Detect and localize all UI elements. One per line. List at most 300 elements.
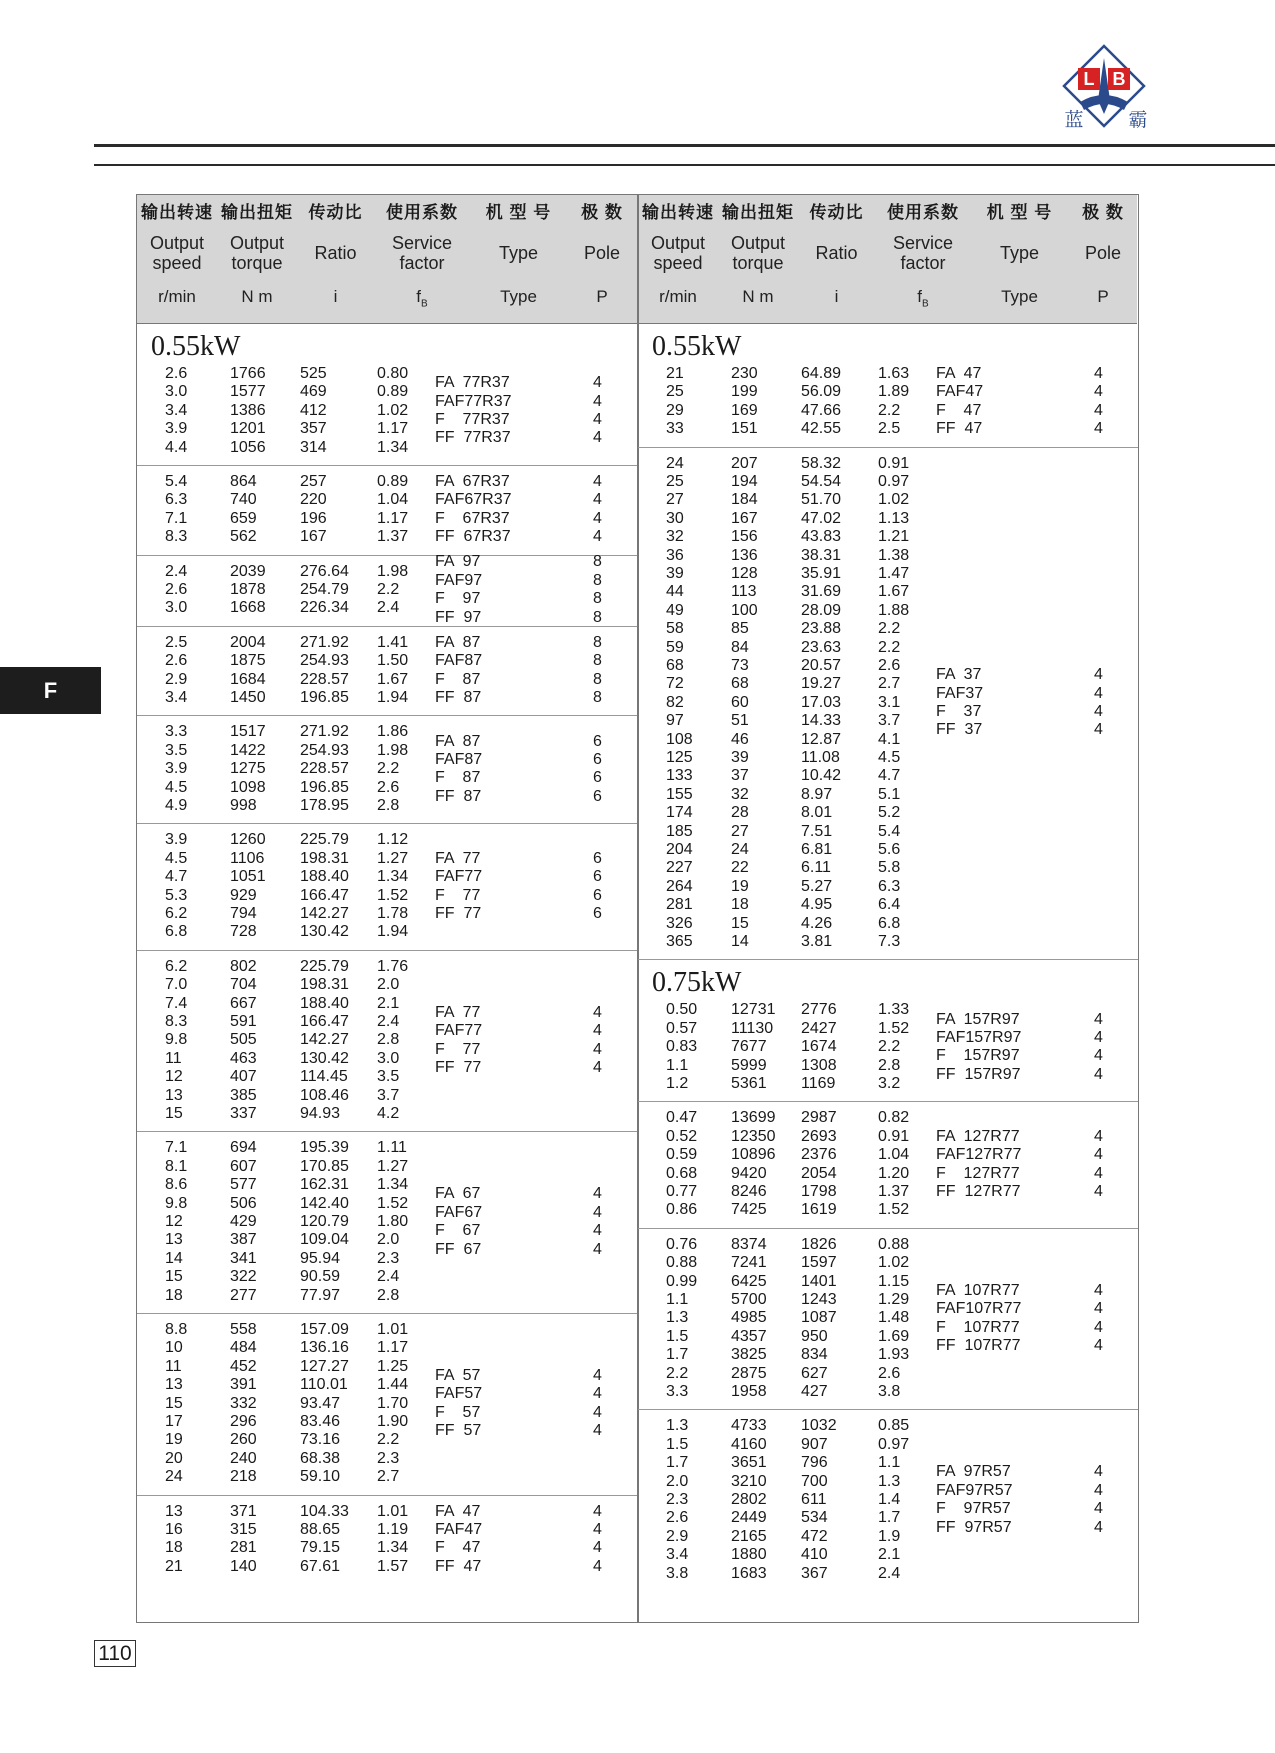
cell-type: F 107R77 [936,1318,1020,1336]
cell-speed: 14 [165,1249,183,1267]
table-row [638,1165,1138,1183]
cell-speed: 36 [666,546,684,564]
cell-type: FA 127R77 [936,1127,1020,1145]
cell-torque: 7677 [731,1038,767,1056]
group-L-2 [137,555,637,627]
table-row [137,1139,637,1157]
cell-speed: 11 [165,1049,182,1067]
cell-ratio: 12.87 [801,730,842,748]
header-unit: N m [241,287,273,306]
table-row [137,1176,637,1194]
table-row [638,1509,1138,1527]
header-cn: 使用系数 [386,203,458,222]
cell-torque: 2449 [731,1509,767,1527]
cell-ratio: 43.83 [801,528,842,546]
cell-ratio: 56.09 [801,383,842,401]
cell-torque: 337 [230,1104,257,1122]
cell-ratio: 14.33 [801,712,842,730]
cell-ratio: 1619 [801,1201,837,1219]
cell-service-factor: 3.1 [878,693,901,711]
cell-service-factor: 2.1 [878,1546,901,1564]
table-row [638,583,1138,601]
cell-type: F 67R37 [435,509,510,527]
cell-ratio: 77.97 [300,1286,341,1304]
cell-pole: 6 [593,886,602,904]
cell-speed: 3.9 [165,420,188,438]
table-row [137,1539,637,1557]
table-row [638,1491,1138,1509]
cell-speed: 3.4 [165,688,188,706]
cell-speed: 33 [666,420,684,438]
cell-torque: 8246 [731,1182,767,1200]
cell-ratio: 796 [801,1454,828,1472]
table-row [638,1417,1138,1435]
cell-service-factor: 2.2 [377,1431,400,1449]
cell-pole: 4 [593,374,602,392]
cell-type: FF 97 [435,608,482,626]
cell-ratio: 114.45 [300,1068,348,1086]
table-row [137,402,637,420]
cell-torque: 2802 [731,1490,767,1508]
cell-speed: 2.6 [165,580,188,598]
cell-torque: 1106 [230,849,265,867]
cell-speed: 3.4 [165,401,188,419]
cell-torque: 864 [230,473,257,490]
cell-pole: 4 [1094,1281,1103,1299]
cell-type: FF 47 [435,1557,482,1575]
cell-service-factor: 2.0 [377,1231,400,1249]
table-row [638,420,1138,438]
cell-pole: 4 [1094,383,1103,401]
header-en: Output torque [730,233,786,273]
cell-ratio: 834 [801,1346,828,1364]
table-row [137,1050,637,1068]
cell-torque: 15 [731,914,749,932]
cell-ratio: 700 [801,1472,828,1490]
group-L-8 [137,1313,637,1496]
cell-speed: 18 [165,1286,183,1304]
cell-speed: 72 [666,675,684,693]
table-row [137,581,637,599]
cell-ratio: 162.31 [300,1176,349,1194]
cell-pole: 4 [593,1422,602,1440]
cell-speed: 0.83 [666,1038,698,1056]
cell-speed: 3.3 [666,1382,689,1400]
table-row [137,868,637,886]
cell-service-factor: 7.3 [878,932,901,950]
table-row [638,1328,1138,1346]
cell-torque: 728 [230,923,257,941]
cell-speed: 8.3 [165,528,188,546]
cell-speed: 6.3 [165,491,188,509]
cell-type: FA 47 [435,1502,481,1520]
cell-pole: 4 [593,1385,602,1403]
cell-speed: 1.3 [666,1417,689,1435]
cell-ratio: 47.66 [801,401,842,419]
cell-ratio: 1826 [801,1235,837,1253]
cell-type: FAF97R57 [936,1481,1013,1499]
cell-pole: 6 [593,868,602,886]
table-row [638,383,1138,401]
cell-ratio: 220 [300,491,327,509]
cell-service-factor: 1.69 [878,1327,910,1345]
cell-speed: 1.7 [666,1346,689,1364]
cell-torque: 391 [230,1376,257,1394]
table-row [137,760,637,778]
cell-torque: 2004 [230,633,266,651]
cell-type: FAF67 [435,1203,483,1221]
cell-service-factor: 1.78 [377,904,409,922]
table-body [137,323,1137,1622]
cell-speed: 2.2 [666,1364,689,1382]
cell-torque: 371 [230,1502,257,1520]
header-unit: Type [500,287,537,306]
cell-service-factor: 0.88 [878,1235,910,1253]
cell-type: FF 77R37 [435,429,511,447]
table-row [137,1195,637,1213]
cell-service-factor: 1.15 [878,1272,910,1290]
cell-type: FA 37 [936,666,982,684]
cell-speed: 2.4 [165,562,188,580]
cell-torque: 387 [230,1231,257,1249]
cell-pole: 4 [593,1520,602,1538]
cell-pole: 4 [1094,1318,1103,1336]
cell-speed: 0.59 [666,1146,698,1164]
cell-torque: 558 [230,1321,257,1338]
brand-logo [1058,40,1172,142]
cell-ratio: 42.55 [801,420,842,438]
cell-ratio: 170.85 [300,1157,349,1175]
cell-speed: 19 [165,1431,183,1449]
cell-ratio: 367 [801,1564,828,1582]
cell-service-factor: 1.19 [377,1520,409,1538]
cell-ratio: 35.91 [801,564,842,582]
cell-pole: 6 [593,769,602,787]
cell-ratio: 178.95 [300,796,349,814]
logo-letter-b: B [1112,69,1126,89]
cell-ratio: 2693 [801,1127,837,1145]
cell-speed: 12 [165,1212,183,1230]
cell-speed: 3.8 [666,1564,689,1582]
cell-pole: 4 [1094,1010,1103,1028]
cell-ratio: 109.04 [300,1231,349,1249]
table-row [638,749,1138,767]
cell-speed: 1.2 [666,1074,689,1092]
cell-ratio: 54.54 [801,472,842,490]
cell-ratio: 1169 [801,1074,836,1092]
table-row [137,779,637,797]
group-R-5 [638,1409,1138,1591]
cell-torque: 1577 [230,383,266,401]
cell-ratio: 127.27 [300,1357,349,1375]
cell-torque: 12731 [731,1001,776,1019]
cell-torque: 13699 [731,1109,776,1127]
cell-ratio: 90.59 [300,1268,341,1286]
cell-ratio: 31.69 [801,583,842,601]
cell-torque: 998 [230,796,257,814]
cell-speed: 8.1 [165,1157,188,1175]
cell-type: FA 97 [435,553,481,571]
cell-speed: 3.5 [165,741,188,759]
cell-service-factor: 1.3 [878,1472,901,1490]
cell-ratio: 228.57 [300,670,349,688]
cell-torque: 562 [230,528,257,546]
cell-speed: 204 [666,840,693,858]
cell-pole: 6 [593,787,602,805]
cell-service-factor: 1.21 [878,528,910,546]
table-row [638,1236,1138,1254]
cell-ratio: 271.92 [300,633,349,651]
cell-ratio: 167 [300,528,327,546]
cell-speed: 1.1 [666,1290,689,1308]
cell-type: FA 97R57 [936,1463,1011,1481]
cell-service-factor: 3.5 [377,1068,400,1086]
cell-torque: 207 [731,454,758,472]
cell-ratio: 130.42 [300,1049,349,1067]
cell-speed: 3.4 [666,1546,689,1564]
cell-service-factor: 1.57 [377,1557,409,1575]
cell-speed: 155 [666,785,693,803]
cell-torque: 169 [731,401,758,419]
cell-type: F 127R77 [936,1164,1020,1182]
table-row [137,439,637,457]
cell-ratio: 472 [801,1527,828,1545]
header-en: Service factor [892,233,954,273]
table-row [137,1250,637,1268]
header-unit: N m [742,287,774,306]
cell-service-factor: 2.0 [377,976,400,994]
cell-type: FA 67 [435,1185,481,1203]
cell-service-factor: 1.67 [377,670,409,688]
cell-service-factor: 2.2 [878,638,901,656]
cell-type: FAF77 [435,1022,483,1040]
header-cn: 输出转速 [642,203,714,222]
cell-service-factor: 5.1 [878,785,901,803]
power-label: 0.55kW [652,331,742,362]
cell-type: FF 77 [435,904,482,922]
cell-speed: 3.0 [165,599,188,617]
cell-type: FAF87 [435,652,483,670]
cell-torque: 199 [731,383,758,401]
table-row [638,620,1138,638]
table-row [137,473,637,491]
table-row [137,923,637,941]
cell-torque: 7425 [731,1201,767,1219]
cell-type: FF 47 [936,420,983,438]
cell-type: F 77 [435,886,481,904]
table-row [638,491,1138,509]
cell-speed: 58 [666,620,684,638]
group-L-5 [137,823,637,950]
cell-speed: 3.9 [165,831,188,849]
header-cn: 极 数 [1082,203,1124,222]
cell-type: FA 57 [435,1367,481,1384]
cell-ratio: 38.31 [801,546,842,564]
cell-torque: 260 [230,1431,257,1449]
table-row [638,1383,1138,1401]
cell-ratio: 271.92 [300,723,349,741]
cell-ratio: 225.79 [300,957,349,975]
cell-service-factor: 1.13 [878,509,910,527]
cell-ratio: 59.10 [300,1468,341,1486]
cell-service-factor: 2.6 [878,656,901,674]
cell-service-factor: 6.3 [878,877,901,895]
cell-service-factor: 2.6 [878,1364,901,1382]
cell-ratio: 83.46 [300,1413,341,1430]
cell-speed: 9.8 [165,1031,188,1049]
cell-ratio: 1243 [801,1290,837,1308]
table-row [137,1450,637,1468]
cell-speed: 13 [165,1376,183,1394]
table-row [638,1075,1138,1093]
cell-speed: 281 [666,896,693,914]
cell-ratio: 228.57 [300,760,349,778]
cell-service-factor: 0.97 [878,472,910,490]
cell-ratio: 3.81 [801,932,833,950]
cell-service-factor: 1.63 [878,365,910,382]
cell-ratio: 226.34 [300,599,349,617]
cell-service-factor: 1.50 [377,652,409,670]
power-label: 0.75kW [652,967,742,999]
cell-service-factor: 1.52 [377,1194,409,1212]
cell-torque: 2875 [731,1364,767,1382]
table-row [137,420,637,438]
cell-ratio: 23.63 [801,638,842,656]
cell-service-factor: 1.76 [377,957,409,975]
cell-pole: 4 [593,1367,602,1384]
cell-service-factor: 1.20 [878,1164,910,1182]
cell-ratio: 10.42 [801,767,842,785]
cell-speed: 49 [666,601,684,619]
cell-pole: 4 [593,1058,602,1076]
cell-ratio: 188.40 [300,994,349,1012]
table-row [638,1309,1138,1327]
cell-service-factor: 2.4 [377,599,400,617]
cell-torque: 277 [230,1286,257,1304]
cell-pole: 6 [593,750,602,768]
cell-speed: 59 [666,638,684,656]
cell-pole: 4 [593,1003,602,1021]
cell-speed: 0.57 [666,1019,698,1037]
cell-ratio: 410 [801,1546,828,1564]
cell-ratio: 47.02 [801,509,842,527]
cell-type: FA 87 [435,633,481,651]
cell-speed: 8.8 [165,1321,188,1338]
table-row [638,1201,1138,1219]
table-row [137,634,637,652]
table-row [638,1001,1138,1019]
cell-torque: 3210 [731,1472,767,1490]
table-row [638,1291,1138,1309]
cell-ratio: 196.85 [300,688,349,706]
cell-ratio: 4.95 [801,896,833,914]
cell-service-factor: 1.34 [377,868,409,886]
cell-service-factor: 3.7 [377,1086,400,1104]
header-cn: 机 型 号 [485,203,552,222]
table-row [137,1087,637,1105]
cell-torque: 1051 [230,868,266,886]
table-row [638,933,1138,951]
cell-service-factor: 1.02 [878,491,910,509]
cell-type: FF 37 [936,721,983,739]
cell-torque: 28 [731,804,749,822]
cell-torque: 128 [731,564,758,582]
cell-service-factor: 0.97 [878,1435,910,1453]
header-unit: $f_B$ [416,287,428,310]
cell-service-factor: 1.02 [377,401,409,419]
cell-speed: 4.7 [165,868,188,886]
cell-service-factor: 2.2 [878,620,901,638]
cell-speed: 8.6 [165,1176,188,1194]
cell-service-factor: 1.98 [377,562,409,580]
cell-pole: 4 [593,509,602,527]
cell-speed: 5.3 [165,886,188,904]
header-cn: 输出扭矩 [722,203,794,222]
cell-torque: 12350 [731,1127,776,1145]
cell-torque: 385 [230,1086,257,1104]
cell-pole: 6 [593,732,602,750]
cell-type: FAF37 [936,684,984,702]
cell-service-factor: 1.34 [377,438,409,456]
cell-pole: 4 [1094,1481,1103,1499]
cell-torque: 3651 [731,1454,767,1472]
cell-ratio: 907 [801,1435,828,1453]
logo-cn-right: 霸 [1128,109,1148,131]
header-en: Output torque [229,233,285,273]
cell-type: F 157R97 [936,1047,1020,1065]
cell-service-factor: 1.01 [377,1321,409,1338]
cell-speed: 0.76 [666,1235,698,1253]
group-L-0 [137,323,637,466]
cell-speed: 7.1 [165,1139,188,1157]
cell-service-factor: 1.25 [377,1357,409,1375]
cell-speed: 3.0 [165,383,188,401]
cell-service-factor: 5.6 [878,840,901,858]
group-L-4 [137,715,637,824]
cell-ratio: 120.79 [300,1212,349,1230]
cell-torque: 19 [731,877,749,895]
cell-ratio: 1401 [801,1272,837,1290]
cell-type: FF 127R77 [936,1182,1021,1200]
cell-torque: 3825 [731,1346,767,1364]
cell-type: F 87 [435,670,481,688]
cell-service-factor: 1.11 [377,1139,407,1157]
cell-speed: 13 [165,1502,183,1520]
cell-torque: 240 [230,1449,257,1467]
logo-letter-l: L [1083,69,1095,89]
cell-ratio: 8.97 [801,785,833,803]
cell-ratio: 469 [300,383,327,401]
cell-service-factor: 4.1 [878,730,901,748]
cell-service-factor: 2.8 [377,1031,400,1049]
cell-type: F 47 [936,401,982,419]
cell-ratio: 198.31 [300,976,349,994]
cell-speed: 2.9 [666,1527,689,1545]
cell-service-factor: 2.6 [377,778,400,796]
cell-pole: 4 [1094,1047,1103,1065]
cell-service-factor: 3.0 [377,1049,400,1067]
cell-ratio: 950 [801,1327,828,1345]
header-unit: P [1097,287,1109,306]
cell-torque: 68 [731,675,749,693]
header-unit: $f_B$ [917,287,929,310]
cell-speed: 0.99 [666,1272,698,1290]
cell-ratio: 2987 [801,1109,837,1127]
cell-type: FA 157R97 [936,1010,1020,1028]
cell-torque: 218 [230,1468,257,1486]
cell-speed: 30 [666,509,684,527]
cell-torque: 39 [731,748,749,766]
